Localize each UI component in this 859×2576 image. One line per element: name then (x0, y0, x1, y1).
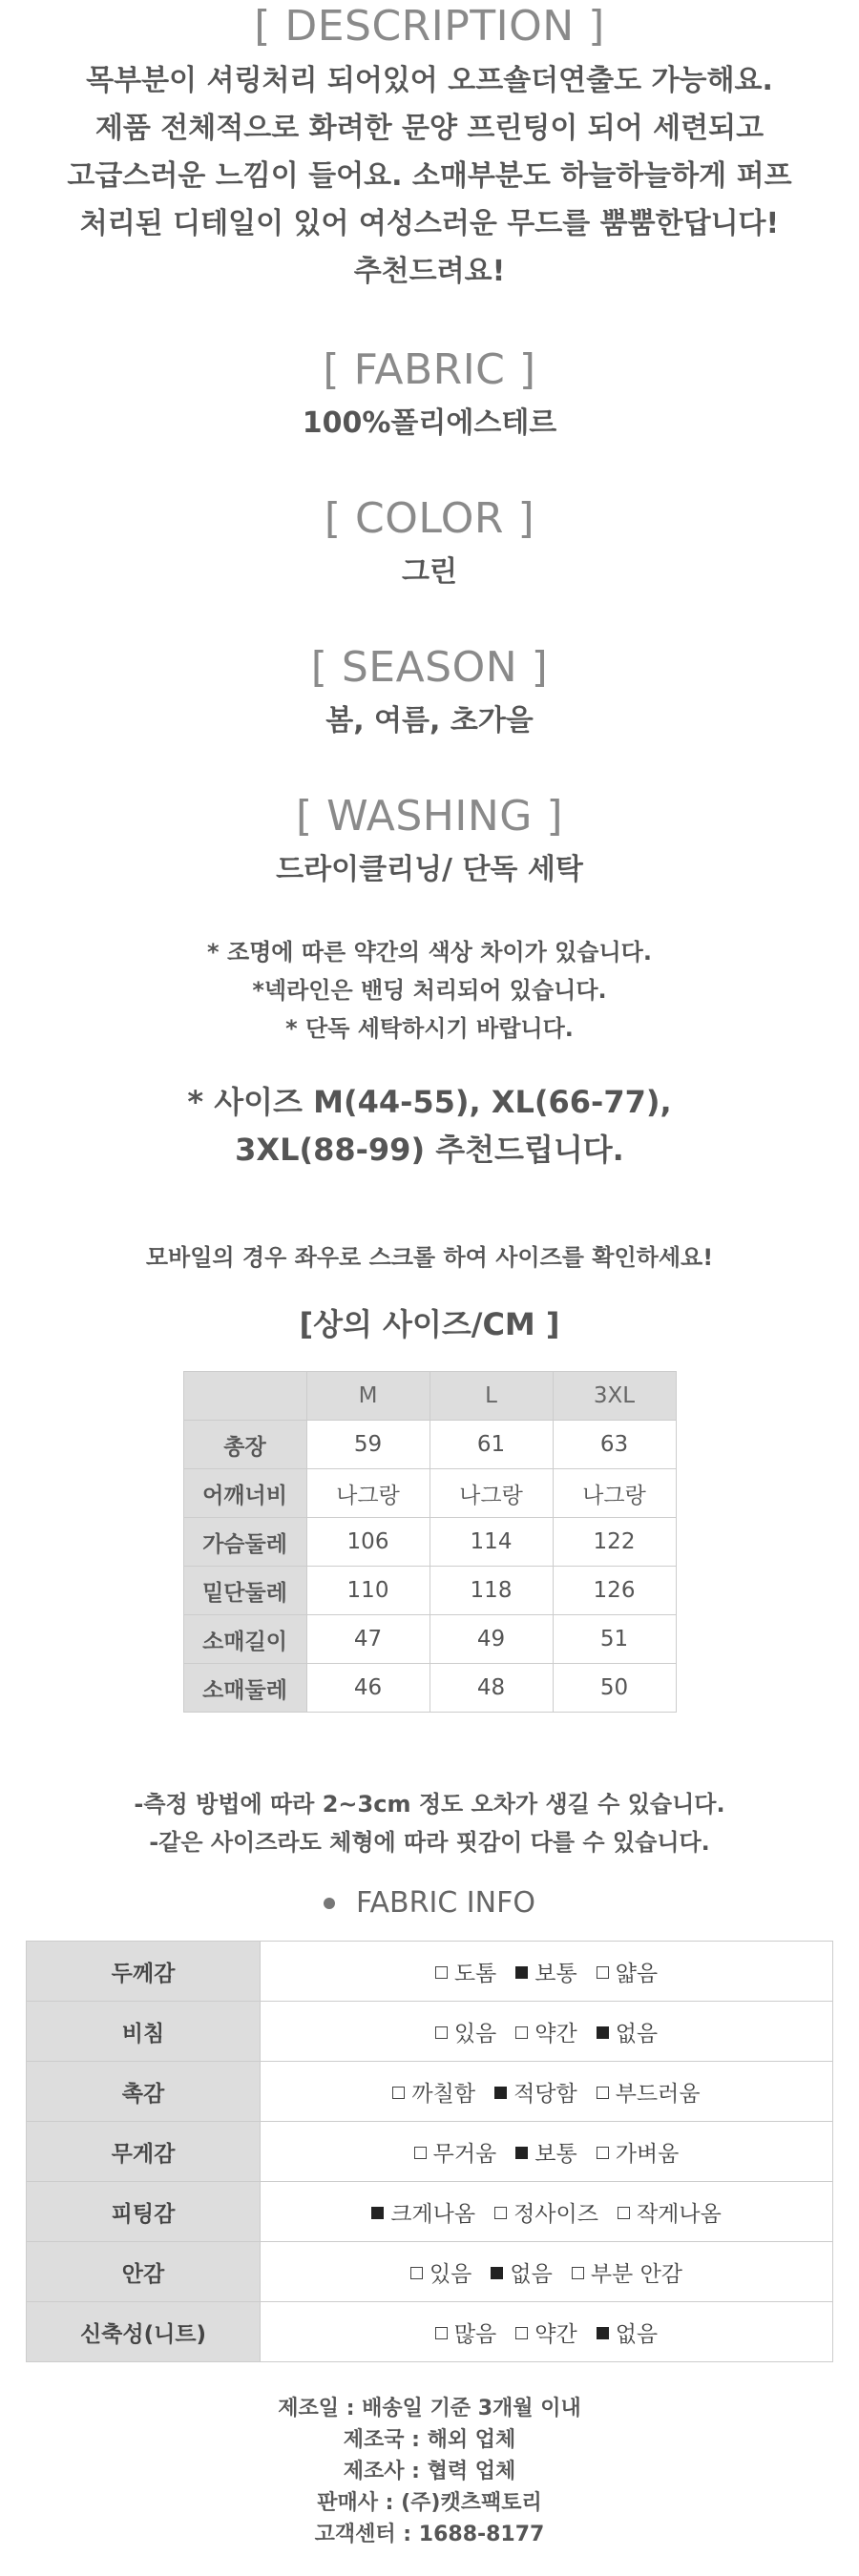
fabric-option (597, 2076, 701, 2108)
fabric-option-label: 가벼움 (615, 2141, 680, 2167)
fabric-option-label: 보통 (534, 1961, 577, 1986)
season-section (0, 643, 859, 738)
size-cell: 61 (430, 1421, 553, 1469)
fabric-option-label: 없음 (615, 2321, 659, 2347)
washing-section (0, 792, 859, 887)
fabric-info-title (0, 1886, 859, 1920)
size-table (183, 1371, 677, 1713)
table-row (27, 1942, 833, 2002)
washing-heading: [ WASHING ] (295, 792, 563, 841)
footer-line: 판매사 : (주)캣츠팩토리 (317, 2491, 542, 2515)
footer-line: 제조사 : 협력 업체 (343, 2460, 516, 2483)
fabric-row-label: 피팅감 (27, 2182, 261, 2242)
fabric-option-label: 없음 (510, 2261, 553, 2287)
size-table-header (183, 1372, 676, 1421)
unchecked-box-icon (410, 2267, 423, 2279)
fabric-option (494, 2076, 577, 2108)
fabric-option (515, 2136, 576, 2168)
table-row (27, 2122, 833, 2182)
size-column-header: M (306, 1372, 430, 1421)
note-line: * 단독 세탁하시기 바랍니다. (285, 1015, 574, 1042)
size-cell: 63 (553, 1421, 676, 1469)
size-cell: 59 (306, 1421, 430, 1469)
unchecked-box-icon (597, 2087, 609, 2099)
unchecked-box-icon (515, 2327, 528, 2339)
fabric-options-cell (261, 1942, 833, 2002)
fabric-option (515, 2316, 576, 2348)
size-cell: 114 (430, 1518, 553, 1567)
size-cell: 50 (553, 1664, 676, 1713)
fabric-option-label: 있음 (453, 2021, 497, 2046)
fabric-row-label: 신축성(니트) (27, 2302, 261, 2362)
size-row-label: 소매둘레 (183, 1664, 306, 1713)
table-row (183, 1664, 676, 1713)
fabric-options-cell (261, 2302, 833, 2362)
size-cell: 51 (553, 1615, 676, 1664)
description-heading: [ DESCRIPTION ] (254, 2, 605, 51)
size-cell: 나그랑 (430, 1469, 553, 1518)
fabric-option (392, 2076, 475, 2108)
fabric-info-table (26, 1941, 833, 2362)
description-line: 고급스러운 느낌이 들어요. 소매부분도 하늘하늘하게 퍼프 (67, 159, 792, 193)
fabric-option (435, 2016, 496, 2047)
color-value: 그린 (402, 555, 457, 589)
fabric-option-label: 보통 (534, 2141, 577, 2167)
fabric-option (572, 2256, 682, 2288)
fabric-option-label: 작게나옴 (636, 2201, 722, 2227)
size-cell: 126 (553, 1567, 676, 1615)
table-row (183, 1421, 676, 1469)
description-line: 추천드려요! (353, 255, 506, 288)
washing-value: 드라이클리닝/ 단독 세탁 (276, 853, 583, 886)
fabric-option-label: 적당함 (513, 2081, 577, 2107)
fabric-option (491, 2256, 552, 2288)
size-cell: 48 (430, 1664, 553, 1713)
description-section (0, 0, 859, 296)
fabric-option-label: 약간 (534, 2321, 577, 2347)
fabric-options-cell (261, 2062, 833, 2122)
fabric-options-cell (261, 2002, 833, 2062)
size-cell: 110 (306, 1567, 430, 1615)
bullet-dot-icon (324, 1898, 335, 1909)
table-row (183, 1518, 676, 1567)
table-row (27, 2182, 833, 2242)
fabric-option (618, 2196, 722, 2228)
fabric-option (515, 1956, 576, 1987)
description-line: 목부분이 셔링처리 되어있어 오프숄더연출도 가능해요. (86, 64, 773, 97)
note-line: * 조명에 따른 약간의 색상 차이가 있습니다. (207, 939, 652, 966)
fabric-option-label: 도톰 (453, 1961, 497, 1986)
fabric-option-label: 있음 (429, 2261, 472, 2287)
fabric-option (371, 2196, 475, 2228)
fabric-option (597, 2316, 658, 2348)
fabric-option (494, 2196, 598, 2228)
fabric-option-label: 없음 (615, 2021, 659, 2046)
unchecked-box-icon (515, 2026, 528, 2039)
unchecked-box-icon (494, 2207, 507, 2219)
checked-box-icon (515, 2147, 528, 2159)
size-cell: 118 (430, 1567, 553, 1615)
fabric-option-label: 부드러움 (615, 2081, 701, 2107)
fabric-option-label: 무거움 (432, 2141, 497, 2167)
tolerance-notes (0, 1785, 859, 1861)
unchecked-box-icon (618, 2207, 630, 2219)
fabric-option (597, 2136, 680, 2168)
checked-box-icon (515, 1966, 528, 1979)
unchecked-box-icon (435, 2026, 448, 2039)
fabric-option-label: 약간 (534, 2021, 577, 2046)
table-row (27, 2002, 833, 2062)
table-row (27, 2242, 833, 2302)
size-corner-cell (183, 1372, 306, 1421)
tolerance-line: -같은 사이즈라도 체형에 따라 핏감이 다를 수 있습니다. (149, 1829, 710, 1856)
season-value: 봄, 여름, 초가을 (325, 704, 534, 737)
fabric-options-cell (261, 2122, 833, 2182)
fabric-option (414, 2136, 497, 2168)
fabric-info-wrapper (0, 1941, 859, 2362)
fabric-option-label: 정사이즈 (513, 2201, 598, 2227)
size-cell: 106 (306, 1518, 430, 1567)
size-cell: 나그랑 (553, 1469, 676, 1518)
checked-box-icon (597, 2026, 609, 2039)
color-section (0, 494, 859, 590)
size-row-label: 밑단둘레 (183, 1567, 306, 1615)
fabric-row-label: 촉감 (27, 2062, 261, 2122)
fabric-option-label: 얇음 (615, 1961, 659, 1986)
mobile-scroll-note: 모바일의 경우 좌우로 스크롤 하여 사이즈를 확인하세요! (145, 1244, 714, 1271)
fabric-row-label: 두께감 (27, 1942, 261, 2002)
unchecked-box-icon (392, 2087, 405, 2099)
unchecked-box-icon (597, 2147, 609, 2159)
size-cell: 나그랑 (306, 1469, 430, 1518)
table-row (183, 1615, 676, 1664)
checked-box-icon (597, 2327, 609, 2339)
fabric-option (435, 2316, 496, 2348)
tolerance-line: -측정 방법에 따라 2~3cm 정도 오차가 생길 수 있습니다. (134, 1791, 725, 1818)
fabric-option-label: 까칠함 (411, 2081, 476, 2107)
season-heading: [ SEASON ] (310, 643, 549, 692)
footer-line: 제조일 : 배송일 기준 3개월 이내 (278, 2397, 581, 2420)
unchecked-box-icon (435, 1966, 448, 1979)
size-reco-line: * 사이즈 M(44-55), XL(66-77), (187, 1084, 672, 1120)
unchecked-box-icon (597, 1966, 609, 1979)
table-row (183, 1469, 676, 1518)
size-recommendation (0, 1078, 859, 1174)
fabric-options-cell (261, 2182, 833, 2242)
checked-box-icon (491, 2267, 503, 2279)
size-row-label: 총장 (183, 1421, 306, 1469)
footer-line: 제조국 : 해외 업체 (343, 2428, 516, 2452)
size-cell: 49 (430, 1615, 553, 1664)
fabric-option (597, 2016, 658, 2047)
care-notes (0, 933, 859, 1048)
color-heading: [ COLOR ] (324, 494, 535, 543)
checked-box-icon (494, 2087, 507, 2099)
table-row (27, 2062, 833, 2122)
fabric-section (0, 345, 859, 441)
description-line: 처리된 디테일이 있어 여성스러운 무드를 뿜뿜한답니다! (79, 207, 780, 240)
fabric-value: 100%폴리에스테르 (302, 406, 557, 440)
footer-line: 고객센터 : 1688-8177 (314, 2523, 545, 2546)
fabric-option-label: 부분 안감 (590, 2261, 683, 2287)
fabric-option (435, 1956, 496, 1987)
fabric-options-cell (261, 2242, 833, 2302)
size-row-label: 가슴둘레 (183, 1518, 306, 1567)
fabric-option-label: 크게나옴 (390, 2201, 476, 2227)
description-body (0, 57, 859, 296)
unchecked-box-icon (435, 2327, 448, 2339)
fabric-row-label: 안감 (27, 2242, 261, 2302)
size-cell: 47 (306, 1615, 430, 1664)
fabric-option-label: 많음 (453, 2321, 497, 2347)
size-column-header: 3XL (553, 1372, 676, 1421)
fabric-option (410, 2256, 471, 2288)
table-row (183, 1567, 676, 1615)
description-line: 제품 전체적으로 화려한 문양 프린팅이 되어 세련되고 (94, 112, 765, 145)
table-row (27, 2302, 833, 2362)
fabric-info-title-text: FABRIC INFO (356, 1886, 535, 1920)
size-column-header: L (430, 1372, 553, 1421)
fabric-row-label: 비침 (27, 2002, 261, 2062)
fabric-option (597, 1956, 658, 1987)
size-cell: 122 (553, 1518, 676, 1567)
unchecked-box-icon (572, 2267, 584, 2279)
size-table-wrapper (0, 1371, 859, 1713)
size-reco-line: 3XL(88-99) 추천드립니다. (235, 1132, 624, 1168)
fabric-row-label: 무게감 (27, 2122, 261, 2182)
fabric-option (515, 2016, 576, 2047)
product-info-footer (0, 2393, 859, 2550)
unchecked-box-icon (414, 2147, 427, 2159)
checked-box-icon (371, 2207, 384, 2219)
size-row-label: 어깨너비 (183, 1469, 306, 1518)
fabric-heading: [ FABRIC ] (323, 345, 536, 394)
size-cell: 46 (306, 1664, 430, 1713)
size-table-title: [상의 사이즈/CM ] (299, 1306, 560, 1342)
note-line: *넥라인은 밴딩 처리되어 있습니다. (252, 977, 607, 1004)
size-row-label: 소매길이 (183, 1615, 306, 1664)
